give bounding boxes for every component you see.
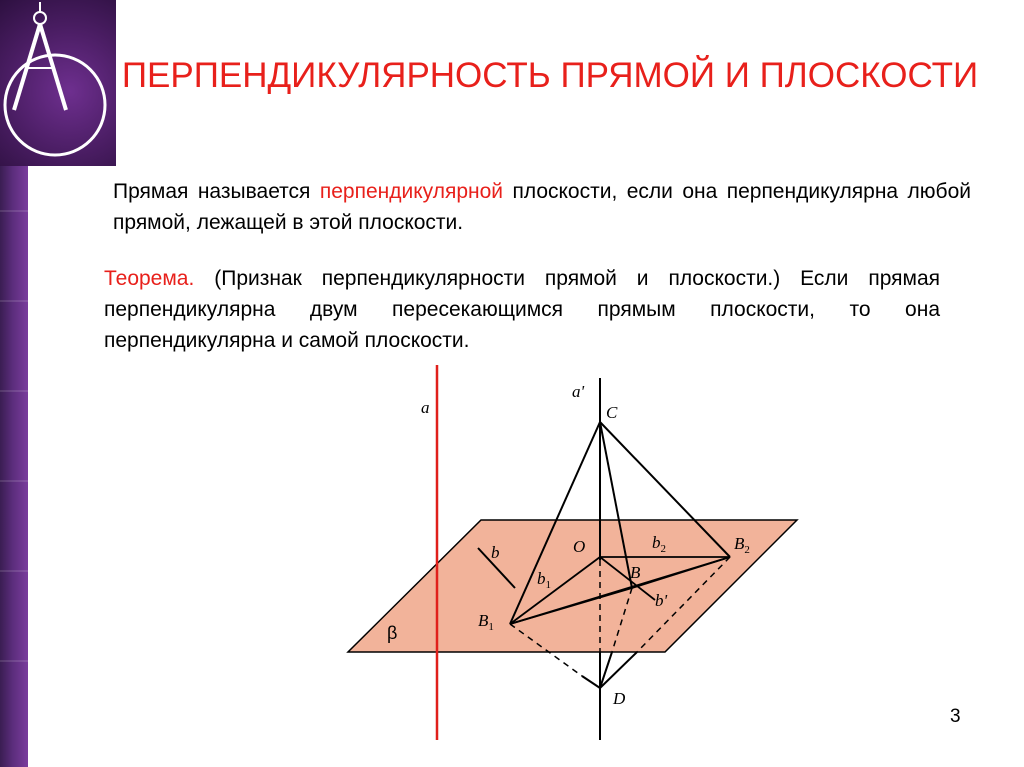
label-a: a bbox=[421, 398, 430, 417]
label-b: b bbox=[491, 543, 500, 562]
definition-paragraph bbox=[113, 176, 971, 238]
label-beta: β bbox=[387, 623, 398, 643]
label-b1: $b_1$ bbox=[537, 569, 551, 591]
label-O: O bbox=[573, 537, 586, 556]
label-B1: $B_1$ bbox=[478, 611, 494, 633]
definition-text-after: плоскости, если она перпендикулярна любой прямой, лежащей в этой плоскости. bbox=[113, 180, 971, 234]
page-number: 3 bbox=[950, 706, 961, 727]
compass-icon bbox=[0, 0, 116, 166]
page-title: ПЕРПЕНДИКУЛЯРНОСТЬ ПРЯМОЙ И ПЛОСКОСТИ bbox=[121, 56, 979, 95]
label-b2: $b_2$ bbox=[652, 533, 666, 555]
geometry-figure bbox=[340, 360, 820, 760]
definition-highlight: перпендикулярной bbox=[319, 180, 504, 203]
theorem-paragraph bbox=[104, 263, 940, 356]
label-B: B bbox=[630, 563, 641, 582]
label-b-prime: b' bbox=[655, 591, 668, 610]
label-a-prime: a' bbox=[572, 382, 585, 401]
label-B2: $B_2$ bbox=[734, 534, 750, 556]
definition-text-before: Прямая называется bbox=[113, 180, 320, 203]
theorem-text: (Признак перпендикулярности прямой и плоскости.) Если прямая перпендикулярна двум пересекающимся прямым плоскости, то она перпендикулярна и самой плоскости. bbox=[104, 267, 940, 352]
label-C: C bbox=[606, 403, 618, 422]
theorem-label: Теорема. bbox=[104, 267, 195, 290]
label-D: D bbox=[613, 689, 626, 708]
